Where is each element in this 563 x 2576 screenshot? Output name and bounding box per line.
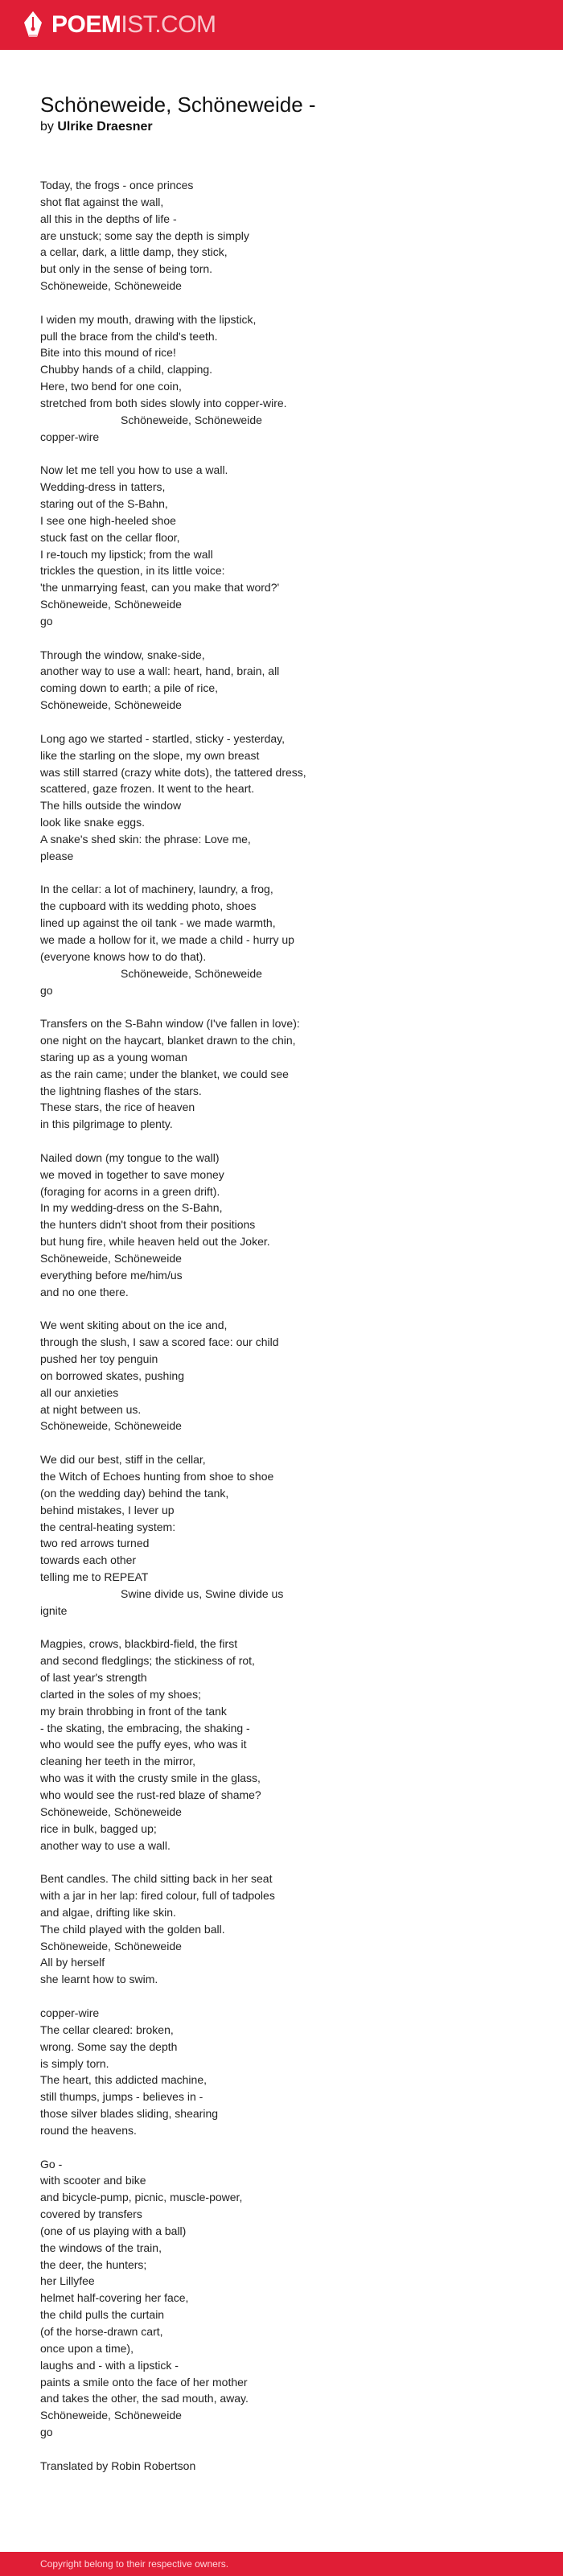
- poem-line: laughs and - with a lipstick -: [40, 2358, 179, 2372]
- poem-line: Schöneweide, Schöneweide: [121, 413, 262, 426]
- poem-line: go: [40, 983, 53, 997]
- poem-line: and second fledglings; the stickiness of rot,: [40, 1654, 255, 1668]
- poem-line: Now let me tell you how to use a wall.: [40, 463, 228, 477]
- poem-line: as the rain came; under the blanket, we could see: [40, 1067, 289, 1080]
- poem-line: two red arrows turned: [40, 1537, 150, 1550]
- poem-stanza: [40, 311, 523, 446]
- poem-line: the lightning flashes of the stars.: [40, 1084, 202, 1097]
- poem-line: cleaning her teeth in the mirror,: [40, 1755, 195, 1768]
- site-header: [0, 0, 563, 50]
- poem-line: The cellar cleared: broken,: [40, 2023, 174, 2036]
- poem-line: The hills outside the window: [40, 799, 182, 813]
- poem-line: who would see the puffy eyes, who was it: [40, 1738, 247, 1751]
- poem-line: In the cellar: a lot of machinery, laundry, a frog,: [40, 883, 273, 896]
- poem-line: all this in the depths of life -: [40, 212, 177, 225]
- site-logo[interactable]: [23, 10, 216, 39]
- poem-line: I see one high-heeled shoe: [40, 513, 176, 527]
- poem-line: Today, the frogs - once princes: [40, 179, 194, 191]
- poem-line: all our anxieties: [40, 1385, 119, 1399]
- poem-line: who was it with the crusty smile in the glass,: [40, 1772, 261, 1785]
- poem-stanza: [40, 647, 523, 714]
- poem-line: are unstuck; some say the depth is simply: [40, 228, 249, 242]
- poem-stanza: [40, 881, 523, 998]
- poem-line: scattered, gaze frozen. It went to the heart.: [40, 782, 255, 796]
- poem-line: telling me to REPEAT: [40, 1570, 149, 1584]
- poem-line: Wedding-dress in tatters,: [40, 480, 166, 494]
- poem-line: I widen my mouth, drawing with the lipstick,: [40, 312, 257, 326]
- poem-line: Here, two bend for one coin,: [40, 380, 182, 393]
- poem-line: at night between us.: [40, 1402, 142, 1416]
- poem-line: rice in bulk, bagged up;: [40, 1821, 157, 1835]
- poem-line: and bicycle-pump, picnic, muscle-power,: [40, 2191, 243, 2204]
- poem-line: with scooter and bike: [40, 2174, 146, 2187]
- poem-line: please: [40, 849, 74, 862]
- poem-stanza: [40, 462, 523, 629]
- poem-title: Schöneweide, Schöneweide -: [40, 93, 316, 117]
- poem-line: pushed her toy penguin: [40, 1352, 158, 1366]
- poem-line: lined up against the oil tank - we made warmth,: [40, 916, 276, 930]
- poem-line: is simply torn.: [40, 2056, 109, 2070]
- poem-line: staring up as a young woman: [40, 1050, 187, 1064]
- poem-line: but only in the sense of being torn.: [40, 262, 213, 276]
- site-footer: [0, 2552, 563, 2576]
- poem-line: on borrowed skates, pushing: [40, 1368, 184, 1382]
- poem-line: the central-heating system:: [40, 1520, 176, 1533]
- poem-line: Schöneweide, Schöneweide: [40, 1419, 182, 1433]
- logo-light-part: IST.COM: [121, 11, 216, 38]
- author-name[interactable]: Ulrike Draesner: [57, 120, 153, 134]
- poem-line: Schöneweide, Schöneweide: [40, 598, 182, 611]
- poem-line: These stars, the rice of heaven: [40, 1101, 195, 1114]
- poem-stanza: [40, 1317, 523, 1434]
- poem-stanza: [40, 177, 523, 294]
- poem-line: like the starling on the slope, my own breast: [40, 748, 260, 762]
- poem-body: [40, 177, 523, 2475]
- poem-line: Transfers on the S-Bahn window (I've fallen in love):: [40, 1017, 300, 1031]
- poem-line: In my wedding-dress on the S-Bahn,: [40, 1201, 223, 1215]
- poem-line: my brain throbbing in front of the tank: [40, 1704, 227, 1718]
- poem-line: another way to use a wall: heart, hand, brain, all: [40, 665, 280, 678]
- poem-line: Nailed down (my tongue to the wall): [40, 1150, 220, 1164]
- site-logo-text: [51, 10, 216, 39]
- poem-line: go: [40, 614, 53, 628]
- translator-credit: Translated by Robin Robertson: [40, 2459, 196, 2472]
- poem-line: trickles the question, in its little voice:: [40, 564, 225, 578]
- poem-line: and algae, drifting like skin.: [40, 1905, 176, 1919]
- poem-line: the child pulls the curtain: [40, 2308, 165, 2322]
- poem-line: coming down to earth; a pile of rice,: [40, 681, 219, 695]
- poem-line: we moved in together to save money: [40, 1167, 224, 1181]
- poem-line: (everyone knows how to do that).: [40, 949, 207, 963]
- poem-line: behind mistakes, I lever up: [40, 1503, 175, 1516]
- poem-line: and no one there.: [40, 1285, 129, 1298]
- poem-line: I re-touch my lipstick; from the wall: [40, 547, 213, 561]
- poem-line: the cupboard with its wedding photo, shoes: [40, 899, 257, 913]
- pen-nib-icon: [23, 10, 43, 39]
- poem-line: Schöneweide, Schöneweide: [40, 2409, 182, 2422]
- poem-line: covered by transfers: [40, 2208, 142, 2221]
- poem-line: another way to use a wall.: [40, 1838, 171, 1852]
- poem-line: helmet half-covering her face,: [40, 2291, 189, 2305]
- poem-line: once upon a time),: [40, 2341, 134, 2355]
- poem-line: she learnt how to swim.: [40, 1973, 158, 1986]
- poem-line: Magpies, crows, blackbird-field, the first: [40, 1637, 238, 1651]
- poem-stanza: [40, 2156, 523, 2441]
- poem-stanza: [40, 1451, 523, 1619]
- poem-line: paints a smile onto the face of her mother: [40, 2375, 248, 2389]
- poem-line: shot flat against the wall,: [40, 195, 164, 208]
- byline: [40, 119, 153, 135]
- poem-line: (foraging for acorns in a green drift).: [40, 1184, 220, 1198]
- poem-stanza: [40, 730, 523, 865]
- poem-stanza: [40, 1870, 523, 1988]
- poem-stanza: [40, 1150, 523, 1301]
- poem-line: Long ago we started - startled, sticky - yesterday,: [40, 731, 285, 745]
- poem-line: Bent candles. The child sitting back in her seat: [40, 1872, 273, 1886]
- poem-line: We did our best, stiff in the cellar,: [40, 1453, 206, 1467]
- poem-line: Swine divide us, Swine divide us: [121, 1586, 284, 1600]
- poem-line: stuck fast on the cellar floor,: [40, 530, 180, 544]
- poem-line: 'the unmarrying feast, can you make that word?': [40, 581, 280, 595]
- poem-line: the windows of the train,: [40, 2241, 162, 2254]
- poem-line: (one of us playing with a ball): [40, 2224, 187, 2237]
- poem-line: a cellar, dark, a little damp, they stick,: [40, 245, 228, 259]
- poem-line: copper-wire: [40, 2006, 100, 2019]
- poem-line: go: [40, 2426, 53, 2439]
- poem-stanza: [40, 1636, 523, 1854]
- poem-line: the Witch of Echoes hunting from shoe to shoe: [40, 1469, 274, 1483]
- poem-line: through the slush, I saw a scored face: our child: [40, 1335, 279, 1349]
- poem-line: was still starred (crazy white dots), the tattered dress,: [40, 765, 306, 779]
- poem-line: Schöneweide, Schöneweide: [40, 1252, 182, 1265]
- poem-line: The heart, this addicted machine,: [40, 2073, 208, 2087]
- poem-line: but hung fire, while heaven held out the Joker.: [40, 1235, 270, 1249]
- poem-line: A snake's shed skin: the phrase: Love me,: [40, 832, 251, 846]
- poem-line: (of the horse-drawn cart,: [40, 2325, 163, 2338]
- logo-bold-part: POEM: [51, 11, 121, 38]
- poem-line: All by herself: [40, 1956, 105, 1969]
- poem-line: her Lillyfee: [40, 2274, 95, 2288]
- poem-line: towards each other: [40, 1553, 137, 1567]
- poem-line: pull the brace from the child's teeth.: [40, 329, 218, 343]
- poem-line: clarted in the soles of my shoes;: [40, 1687, 201, 1701]
- poem-line: Schöneweide, Schöneweide: [40, 1804, 182, 1818]
- poem-line: in this pilgrimage to plenty.: [40, 1117, 173, 1131]
- poem-stanzas: [40, 177, 523, 2441]
- poem-line: of last year's strength: [40, 1671, 147, 1685]
- poem-line: still thumps, jumps - believes in -: [40, 2090, 203, 2104]
- poem-line: Bite into this mound of rice!: [40, 346, 176, 360]
- poem-line: the deer, the hunters;: [40, 2257, 147, 2271]
- poem-line: - the skating, the embracing, the shaking -: [40, 1721, 250, 1734]
- poem-line: Go -: [40, 2157, 63, 2171]
- poem-line: (on the wedding day) behind the tank,: [40, 1486, 229, 1500]
- poem-line: We went skiting about on the ice and,: [40, 1319, 228, 1332]
- poem-line: stretched from both sides slowly into copper-wire.: [40, 396, 287, 409]
- poem-line: round the heavens.: [40, 2123, 137, 2137]
- poem-line: with a jar in her lap: fired colour, full of tadpoles: [40, 1889, 275, 1903]
- poem-line: wrong. Some say the depth: [40, 2039, 178, 2053]
- poem-line: those silver blades sliding, shearing: [40, 2107, 219, 2121]
- copyright-notice: Copyright belong to their respective owners.: [40, 2558, 229, 2570]
- poem-line: Through the window, snake-side,: [40, 648, 205, 661]
- poem-line: The child played with the golden ball.: [40, 1922, 225, 1936]
- poem-line: everything before me/him/us: [40, 1268, 183, 1282]
- poem-line: and takes the other, the sad mouth, away.: [40, 2392, 249, 2405]
- byline-prefix: by: [40, 120, 54, 134]
- poem-line: who would see the rust-red blaze of shame?: [40, 1788, 261, 1801]
- poem-line: Schöneweide, Schöneweide: [121, 966, 262, 980]
- poem-stanza: [40, 2005, 523, 2139]
- poem-line: copper-wire: [40, 430, 100, 443]
- poem-line: look like snake eggs.: [40, 816, 145, 829]
- poem-line: Schöneweide, Schöneweide: [40, 698, 182, 712]
- poem-line: Schöneweide, Schöneweide: [40, 279, 182, 293]
- poem-line: ignite: [40, 1603, 68, 1617]
- poem-line: Schöneweide, Schöneweide: [40, 1939, 182, 1953]
- poem-line: one night on the haycart, blanket drawn to the chin,: [40, 1034, 296, 1047]
- poem-line: the hunters didn't shoot from their positions: [40, 1218, 256, 1232]
- poem-line: we made a hollow for it, we made a child - hurry up: [40, 932, 294, 946]
- poem-line: staring out of the S-Bahn,: [40, 497, 168, 511]
- poem-stanza: [40, 1015, 523, 1133]
- poem-line: Chubby hands of a child, clapping.: [40, 363, 213, 377]
